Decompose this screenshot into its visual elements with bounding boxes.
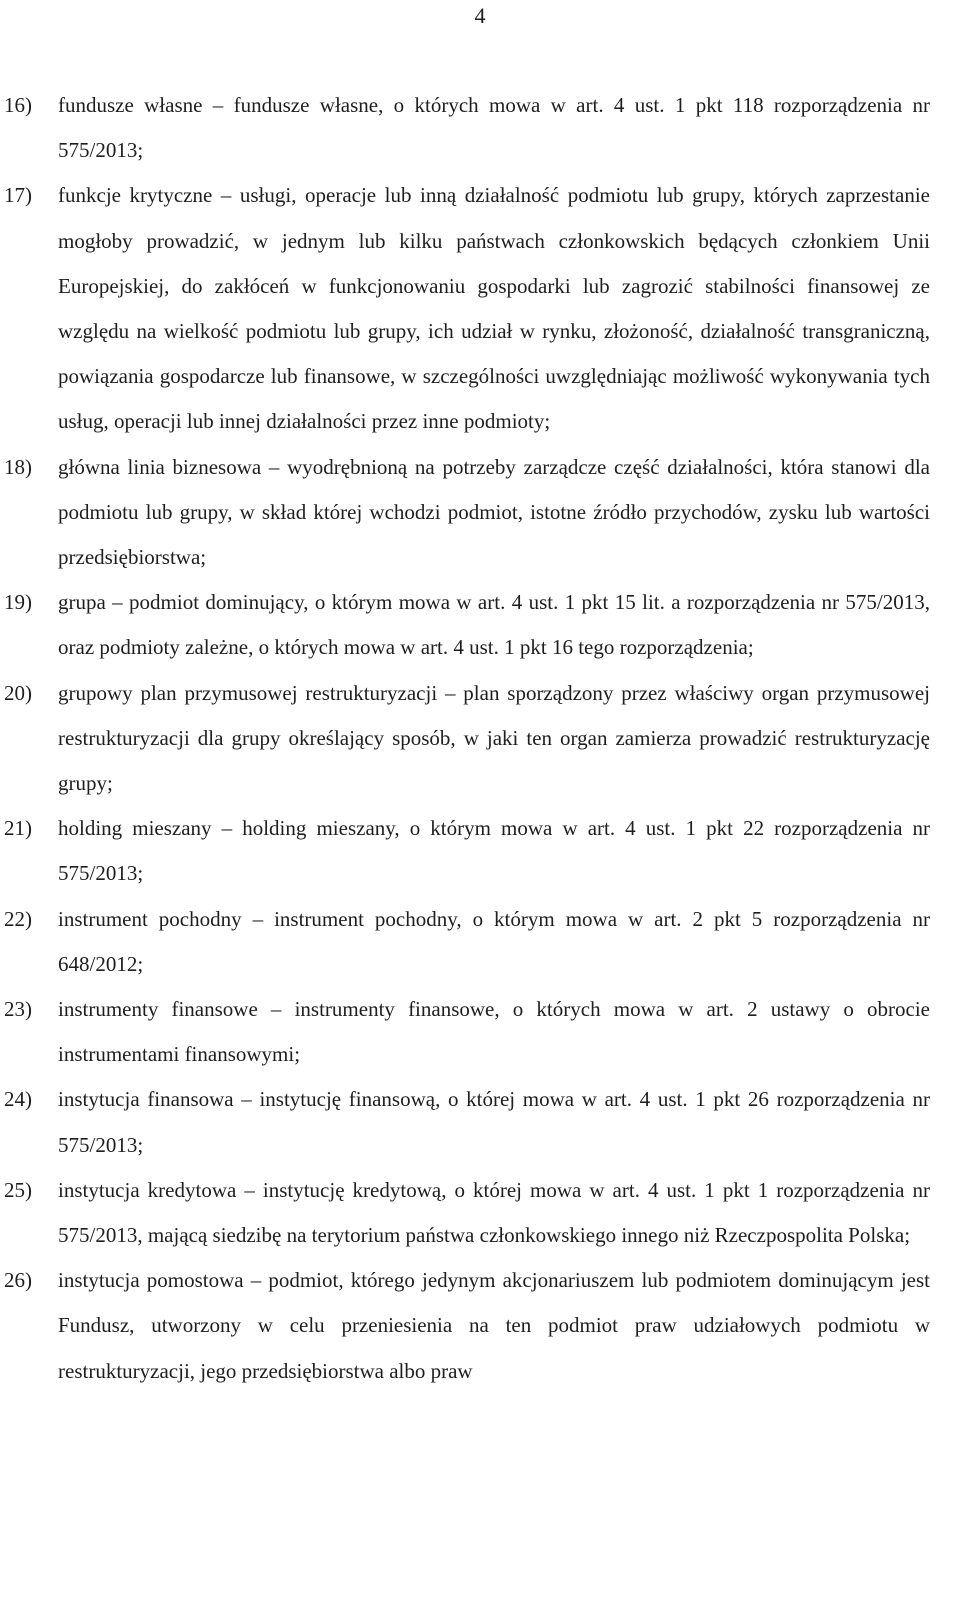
list-item (0, 83, 960, 173)
page-number: 4 (474, 3, 486, 28)
item-text: instytucja pomostowa – podmiot, którego jedynym akcjonariuszem lub podmiotem dominującym jest Fundusz, utworzony w celu przeniesienia na ten podmiot praw udziałowych podmiotu w restrukturyzacji, jego przedsiębiorstwa albo praw (58, 1268, 930, 1383)
list-item (0, 1077, 960, 1167)
item-number: 24) (4, 1087, 32, 1112)
item-text: holding mieszany – holding mieszany, o którym mowa w art. 4 ust. 1 pkt 22 rozporządzenia nr 575/2013; (58, 816, 930, 886)
item-number: 23) (4, 997, 32, 1022)
definitions-list (0, 83, 960, 1394)
item-number: 17) (4, 183, 32, 208)
item-number: 16) (4, 93, 32, 117)
list-item (0, 671, 960, 807)
item-text: instytucja kredytowa – instytucję kredytową, o której mowa w art. 4 ust. 1 pkt 1 rozporządzenia nr 575/2013, mającą siedzibę na terytorium państwa członkowskiego innego niż Rzeczpospolita Polska; (58, 1177, 930, 1248)
item-number: 19) (4, 590, 32, 615)
item-text: główna linia biznesowa – wyodrębnioną na potrzeby zarządcze część działalności, która stanowi dla podmiotu lub grupy, w skład której wchodzi podmiot, istotne źródło przychodów, zysku lub wartości przedsiębiorstwa; (58, 454, 930, 570)
item-number: 26) (4, 1268, 32, 1293)
item-text: instrument pochodny – instrument pochodny, o którym mowa w art. 2 pkt 5 rozporządzenia nr 648/2012; (58, 906, 930, 976)
list-item (0, 1168, 960, 1258)
item-text: funkcje krytyczne – usługi, operacje lub inną działalność podmiotu lub grupy, których zaprzestanie mogłoby prowadzić, w jednym lub kilku państwach członkowskich będących członkiem Unii Europejskiej, do zakłóceń w funkcjonowaniu gospodarki lub zagrozić stabilności finansowej ze względu na wielkość podmiotu lub grupy, ich udział w rynku, złożoność, działalność transgraniczną, powiązania gospodarcze lub finansowe, w szczególności uwzględniając możliwość wykonywania tych usług, operacji lub innej działalności przez inne podmioty; (58, 183, 930, 434)
item-text: instrumenty finansowe – instrumenty finansowe, o których mowa w art. 2 ustawy o obrocie instrumentami finansowymi; (58, 997, 930, 1067)
list-item (0, 897, 960, 987)
item-text: instytucja finansowa – instytucję finansową, o której mowa w art. 4 ust. 1 pkt 26 rozporządzenia nr 575/2013; (58, 1087, 930, 1157)
list-item (0, 1258, 960, 1394)
list-item (0, 987, 960, 1077)
list-item (0, 580, 960, 670)
item-number: 18) (4, 454, 32, 479)
item-number: 21) (4, 816, 32, 841)
list-item (0, 806, 960, 896)
item-text: grupowy plan przymusowej restrukturyzacji – plan sporządzony przez właściwy organ przymusowej restrukturyzacji dla grupy określający sposób, w jaki ten organ zamierza prowadzić restrukturyzację grupy; (58, 680, 930, 796)
item-text: fundusze własne – fundusze własne, o których mowa w art. 4 ust. 1 pkt 118 rozporządzenia nr 575/2013; (58, 93, 930, 163)
list-item (0, 173, 960, 444)
list-item (0, 445, 960, 581)
item-text: grupa – podmiot dominujący, o którym mowa w art. 4 ust. 1 pkt 15 lit. a rozporządzenia nr 575/2013, oraz podmioty zależne, o których mowa w art. 4 ust. 1 pkt 16 tego rozporządzenia; (58, 590, 930, 660)
item-number: 25) (4, 1177, 32, 1202)
item-number: 20) (4, 680, 32, 705)
item-number: 22) (4, 906, 32, 931)
